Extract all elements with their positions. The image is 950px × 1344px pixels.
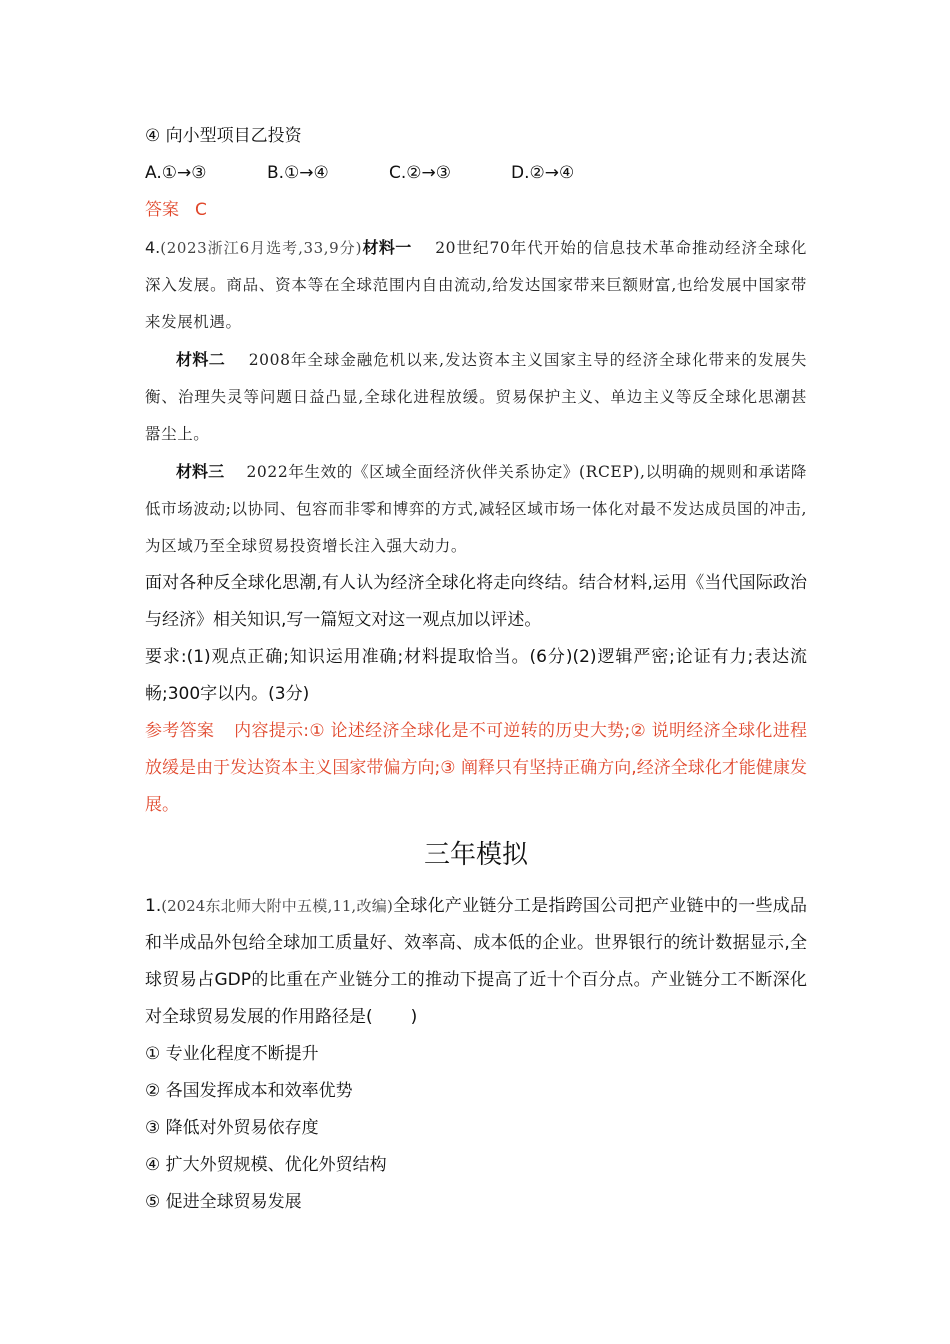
answer-line — [145, 192, 807, 229]
answer-paren-close: ) — [410, 1007, 418, 1027]
question-4-task: 面对各种反全球化思潮,有人认为经济全球化将走向终结。结合材料,运用《当代国际政治与经济》相关知识,写一篇短文对这一观点加以评述。 — [145, 573, 807, 630]
question-1-number: 1. — [145, 896, 162, 916]
reference-answer-label: 参考答案 — [145, 721, 215, 741]
question-1-item-5: ⑤ 促进全球贸易发展 — [145, 1192, 302, 1212]
material-3-text: 2022年生效的《区域全面经济伙伴关系协定》(RCEP),以明确的规则和承诺降低市场波动;以协同、包容而非零和博弈的方式,减轻区域市场一体化对最不发达成员国的冲击,为区域乃至全球贸易投资增长注入强大动力。 — [145, 463, 807, 555]
answer-paren-open: ( — [366, 1007, 373, 1027]
material-1-label: 材料一 — [362, 238, 412, 257]
option-4-line: ④ 向小型项目乙投资 — [145, 126, 302, 146]
question-4-material-1 — [145, 229, 807, 341]
reference-answer-text: 内容提示:① 论述经济全球化是不可逆转的历史大势;② 说明经济全球化进程放缓是由于发达资本主义国家带偏方向;③ 阐释只有坚持正确方向,经济全球化才能健康发展。 — [145, 721, 807, 815]
answer-choices — [145, 155, 807, 192]
choice-c: C.②→③ — [389, 163, 451, 183]
choice-b: B.①→④ — [267, 163, 329, 183]
material-3-label: 材料三 — [176, 462, 225, 481]
question-4-material-2 — [145, 341, 807, 453]
choice-a: A.①→③ — [145, 163, 207, 183]
question-1-stem — [145, 888, 807, 1036]
question-1-source: (2024东北师大附中五模,11,改编) — [161, 897, 393, 915]
question-4-requirement: 要求:(1)观点正确;知识运用准确;材料提取恰当。(6分)(2)逻辑严密;论证有力;表达流畅;300字以内。(3分) — [145, 647, 807, 704]
answer-value: C — [195, 200, 207, 220]
question-4-material-3 — [145, 453, 807, 565]
question-1-item-1: ① 专业化程度不断提升 — [145, 1044, 319, 1064]
question-4-number: 4. — [145, 238, 161, 257]
question-1-stem-text: 全球化产业链分工是指跨国公司把产业链中的一些成品和半成品外包给全球加工质量好、效率高、成本低的企业。世界银行的统计数据显示,全球贸易占GDP的比重在产业链分工的推动下提高了近十个百分点。产业链分工不断深化对全球贸易发展的作用路径是 — [145, 896, 807, 1027]
reference-answer — [145, 713, 807, 824]
material-2-label: 材料二 — [176, 350, 226, 369]
question-1-item-3: ③ 降低对外贸易依存度 — [145, 1118, 319, 1138]
material-2-text: 2008年全球金融危机以来,发达资本主义国家主导的经济全球化带来的发展失衡、治理失灵等问题日益凸显,全球化进程放缓。贸易保护主义、单边主义等反全球化思潮甚嚣尘上。 — [145, 351, 807, 443]
document-page — [145, 118, 807, 1221]
material-1-text: 20世纪70年代开始的信息技术革命推动经济全球化深入发展。商品、资本等在全球范围内自由流动,给发达国家带来巨额财富,也给发展中国家带来发展机遇。 — [145, 239, 807, 331]
section-title: 三年模拟 — [423, 840, 528, 870]
question-4-source: (2023浙江6月选考,33,9分) — [160, 239, 363, 257]
answer-label: 答案 — [145, 200, 179, 220]
choice-d: D.②→④ — [511, 163, 575, 183]
question-1-item-2: ② 各国发挥成本和效率优势 — [145, 1081, 353, 1101]
question-1-item-4: ④ 扩大外贸规模、优化外贸结构 — [145, 1155, 387, 1175]
